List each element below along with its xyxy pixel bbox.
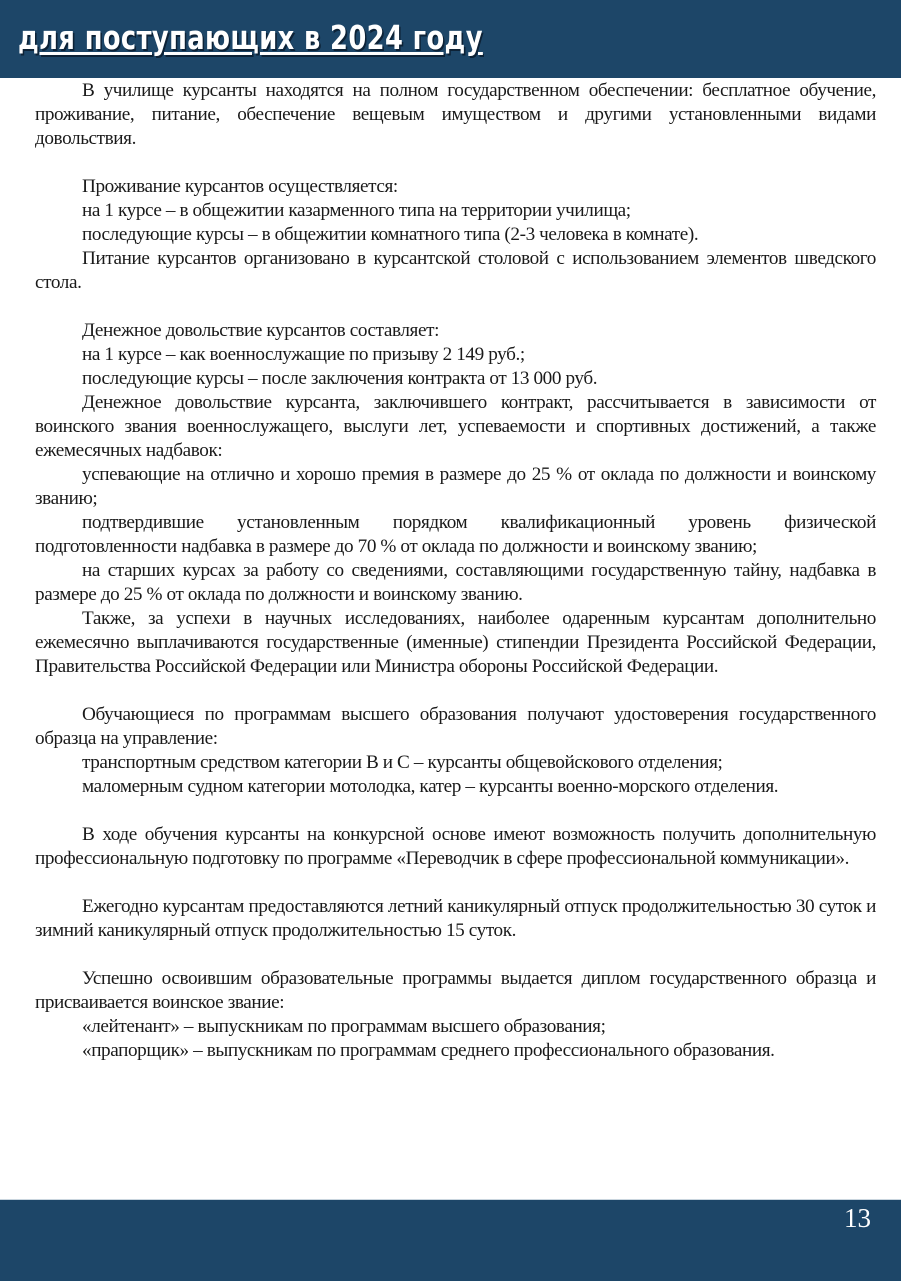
paragraph-bonus-secrecy: на старших курсах за работу со сведениями, составляющими государственную тайну, надбавка в размере до 25 % от оклада по должности и воинскому званию. [35,560,876,605]
paragraph-allowance-year1: на 1 курсе – как военнослужащие по призыву 2 149 руб.; [82,344,525,365]
paragraph-allowance-later: последующие курсы – после заключения контракта от 13 000 руб. [82,368,598,389]
paragraph-bonus-fitness: подтвердившие установленным порядком квалификационный уровень физической подготовленности надбавка в размере до 70 % от оклада по должности и воинскому званию; [35,512,876,557]
paragraph-contract-allowance: Денежное довольствие курсанта, заключившего контракт, рассчитывается в зависимости от воинского звания военнослужащего, выслуги лет, успеваемости и спортивных достижений, а также ежемесячных надбавок: [35,392,876,461]
paragraph-rank-warrant-officer: «прапорщик» – выпускникам по программам среднего профессионального образования. [82,1040,775,1061]
footer-band [0,1199,901,1281]
paragraph-scholarships: Также, за успехи в научных исследованиях, наиболее одаренным курсантам дополнительно ежемесячно выплачиваются государственные (именные) стипендии Президента Российской Федерации, Правительства Российской Федерации или Министра обороны Российской Федерации. [35,608,876,677]
paragraph-diploma-intro: Успешно освоившим образовательные программы выдается диплом государственного образца и присваивается воинское звание: [35,968,876,1013]
paragraph-provision: В училище курсанты находятся на полном государственном обеспечении: бесплатное обучение, проживание, питание, обеспечение вещевым имуществом и другими установленными видами довольствия. [35,80,876,149]
paragraph-vacation: Ежегодно курсантам предоставляются летний каникулярный отпуск продолжительностью 30 суток и зимний каникулярный отпуск продолжительностью 15 суток. [35,896,876,941]
document-body [35,79,876,1063]
paragraph-meals: Питание курсантов организовано в курсантской столовой с использованием элементов шведского стола. [35,248,876,293]
paragraph-allowance-intro: Денежное довольствие курсантов составляет: [82,320,440,341]
paragraph-license-vehicle: транспортным средством категории B и C – курсанты общевойскового отделения; [82,752,723,773]
paragraph-housing-intro: Проживание курсантов осуществляется: [82,176,398,197]
page-number: 13 [844,1203,871,1233]
header-band [0,0,901,78]
paragraph-licenses-intro: Обучающиеся по программам высшего образования получают удостоверения государственного образца на управление: [35,704,876,749]
paragraph-translator-training: В ходе обучения курсанты на конкурсной основе имеют возможность получить дополнительную профессиональную подготовку по программе «Переводчик в сфере профессиональной коммуникации». [35,824,876,869]
paragraph-bonus-grades: успевающие на отлично и хорошо премия в размере до 25 % от оклада по должности и воинскому званию; [35,464,876,509]
paragraph-rank-lieutenant: «лейтенант» – выпускникам по программам высшего образования; [82,1016,606,1037]
page-title: для поступающих в 2024 году [18,18,483,57]
paragraph-housing-later: последующие курсы – в общежитии комнатного типа (2-3 человека в комнате). [82,224,699,245]
paragraph-license-boat: маломерным судном категории мотолодка, катер – курсанты военно-морского отделения. [82,776,779,797]
paragraph-housing-year1: на 1 курсе – в общежитии казарменного типа на территории училища; [82,200,631,221]
